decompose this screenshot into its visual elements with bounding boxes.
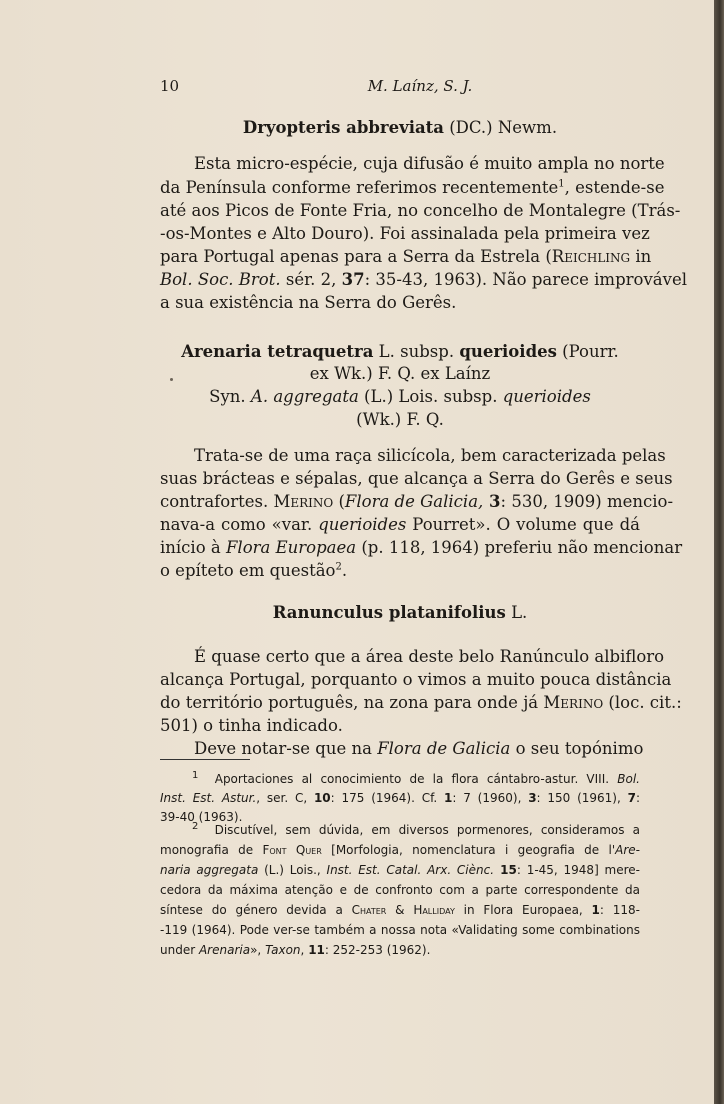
- text-run: contrafortes.: [160, 492, 274, 511]
- volume-number: 15: [494, 863, 517, 877]
- text-run: o seu topónimo: [510, 739, 644, 758]
- text-run: : 118-: [599, 903, 640, 917]
- paragraph-line: até aos Picos de Fonte Fria, no concelho de Montalegre (Trás-: [160, 201, 681, 220]
- author-name: Chater: [351, 903, 387, 917]
- text-run: : 150 (1961),: [536, 791, 628, 805]
- paragraph-line: -os-Montes e Alto Douro). Foi assinalada pela primeira vez: [160, 224, 650, 243]
- taxon-name: Arenaria: [198, 943, 251, 957]
- text-run: (L.) Lois. subsp.: [358, 387, 503, 406]
- text-run: Aportaciones al conocimiento de la flora cántabro-astur. VIII.: [214, 772, 618, 786]
- journal-title: Flora Europaea: [225, 538, 357, 557]
- text-run: : 1-45, 1948] mere-: [516, 863, 640, 877]
- volume-number: 1: [444, 791, 453, 805]
- text-run: sér. 2,: [280, 270, 342, 289]
- text-run: síntese do género devida a: [160, 903, 352, 917]
- volume-number: 7: [627, 791, 636, 805]
- taxon-author: L.: [505, 603, 528, 622]
- taxon-name: naria aggregata: [160, 863, 259, 877]
- text-run: : 7 (1960),: [452, 791, 529, 805]
- footnote-2-line: [160, 841, 640, 860]
- footnote-1-line: [192, 770, 640, 789]
- author-name: Font Quer: [262, 843, 322, 857]
- journal-title: Inst. Est. Catal. Arx. Ciènc.: [326, 863, 495, 877]
- volume-number: 37: [341, 270, 365, 289]
- text-run: (L.) Lois.,: [258, 863, 327, 877]
- text-run: nava-a como «var.: [160, 515, 319, 534]
- footnote-2-line: [160, 941, 640, 960]
- text-run: : 35-43, 1963). Não parece improvável: [364, 270, 687, 289]
- variety-name: querioides: [318, 515, 407, 534]
- subspecies-name: querioides: [459, 342, 557, 361]
- paragraph-line: [160, 245, 652, 268]
- author-name: Merino: [273, 492, 334, 511]
- text-run: ,: [300, 943, 309, 957]
- author-name: Halliday: [413, 903, 455, 917]
- journal-title: Flora de Galicia: [377, 739, 511, 758]
- paragraph-line: [160, 490, 674, 513]
- text-run: da Península conforme referimos recentemente: [160, 178, 559, 197]
- journal-title: Bol. Soc. Brot.: [160, 270, 281, 289]
- text-run: : 252-253 (1962).: [324, 943, 431, 957]
- paragraph-line: É quase certo que a área deste belo Ranúnculo albifloro: [194, 647, 665, 666]
- footnote-1-line: [160, 789, 640, 808]
- volume-number: 3: [483, 492, 501, 511]
- footnote-1-line: 39-40 (1963).: [160, 810, 243, 824]
- section-title-line2: ex Wk.) F. Q. ex Laínz: [309, 364, 491, 383]
- text-run: o epíteto em questão: [160, 561, 336, 580]
- text-run: &: [386, 903, 414, 917]
- volume-number: 11: [308, 943, 325, 957]
- paragraph-line: alcança Portugal, porquanto o vimos a muito pouca distância: [160, 670, 672, 689]
- text-run: Discutível, sem dúvida, em diversos pormenores, consideramos a: [214, 823, 640, 837]
- text-run: under: [160, 943, 199, 957]
- footnote-2-line: [160, 861, 640, 880]
- page-number: 10: [160, 77, 180, 95]
- paragraph-line: [160, 536, 683, 559]
- synonym-line2: (Wk.) F. Q.: [356, 410, 444, 429]
- section-title-arenaria: [160, 340, 640, 363]
- text-run: »,: [250, 943, 266, 957]
- footnote-ref: 1: [558, 178, 565, 190]
- taxon-name: Ranunculus platanifolius: [272, 603, 506, 622]
- text-run: Pourret». O volume que dá: [406, 515, 640, 534]
- journal-title: Taxon: [265, 943, 301, 957]
- paragraph-line: suas brácteas e sépalas, que alcança a Serra do Gerês e seus: [160, 469, 673, 488]
- paragraph-line: [160, 268, 687, 291]
- text-run: (: [333, 492, 345, 511]
- paragraph-line: Trata-se de uma raça silicícola, bem caracterizada pelas: [194, 446, 666, 465]
- page-edge-shadow: [714, 0, 724, 1104]
- footnote-2-line: cedora da máxima atenção e de confronto com a parte correspondente da: [160, 883, 640, 897]
- text-run: , estende-se: [564, 178, 665, 197]
- text-run: (p. 118, 1964) preferiu não mencionar: [356, 538, 683, 557]
- footnote-rule: [160, 759, 250, 760]
- taxon-name: Arenaria tetraquetra: [181, 342, 374, 361]
- text-run: início à: [160, 538, 226, 557]
- text-run: [Morfologia, nomenclatura i geografia de l': [321, 843, 616, 857]
- paragraph-line: Esta micro-espécie, cuja difusão é muito ampla no norte: [194, 154, 665, 173]
- taxon-name: Dryopteris abbreviata: [242, 118, 444, 137]
- text-run: , ser. C,: [256, 791, 314, 805]
- text-run: Deve notar-se que na: [194, 739, 378, 758]
- footnote-ref: 2: [335, 561, 342, 573]
- text-run: monografia de: [160, 843, 263, 857]
- paragraph-line: 501) o tinha indicado.: [160, 716, 343, 735]
- section-title-ranunculus: [160, 601, 640, 624]
- paragraph-line: [160, 513, 640, 536]
- synonym-name: A. aggregata: [250, 387, 359, 406]
- footnote-2-line: [192, 821, 640, 840]
- footnote-number: 2: [192, 821, 199, 832]
- taxon-author: (DC.) Newm.: [443, 118, 558, 137]
- running-head: M. Laínz, S. J.: [367, 77, 473, 95]
- text-run: .: [341, 561, 348, 580]
- subspecies-name: querioides: [502, 387, 591, 406]
- paragraph-line: [194, 737, 644, 760]
- journal-title: Inst. Est. Astur.: [160, 791, 257, 805]
- text-run: in: [630, 247, 652, 266]
- volume-number: 10: [313, 791, 331, 805]
- journal-title: Bol.: [617, 772, 640, 786]
- author-name: Merino: [543, 693, 604, 712]
- paragraph-line: [160, 559, 640, 582]
- taxon-name: Are-: [615, 843, 640, 857]
- text-run: : 530, 1909) mencio-: [500, 492, 674, 511]
- text-run: para Portugal apenas para a Serra da Estrela (: [160, 247, 552, 266]
- footnote-2-line: -119 (1964). Pode ver-se também a nossa nota «Validating some combinations: [160, 923, 640, 937]
- text-run: do território português, na zona para onde já: [160, 693, 544, 712]
- text-run: :: [635, 791, 640, 805]
- volume-number: 1: [591, 903, 600, 917]
- footnote-number: 1: [192, 770, 199, 781]
- paragraph-line: [160, 691, 682, 714]
- paragraph-line: [160, 176, 665, 199]
- text-run: Syn.: [209, 387, 251, 406]
- text-run: : 175 (1964). Cf.: [330, 791, 445, 805]
- text-run: L. subsp.: [373, 342, 460, 361]
- journal-title: Flora de Galicia,: [344, 492, 484, 511]
- section-title-dryopteris: [160, 116, 640, 139]
- volume-number: 3: [528, 791, 537, 805]
- author-name: Reichling: [551, 247, 631, 266]
- paragraph-line: a sua existência na Serra do Gerês.: [160, 293, 457, 312]
- footnote-2-line: [160, 901, 640, 920]
- text-run: (Pourr.: [556, 342, 619, 361]
- text-run: (loc. cit.:: [603, 693, 682, 712]
- synonym-line: [160, 385, 640, 408]
- text-run: in Flora Europaea,: [454, 903, 592, 917]
